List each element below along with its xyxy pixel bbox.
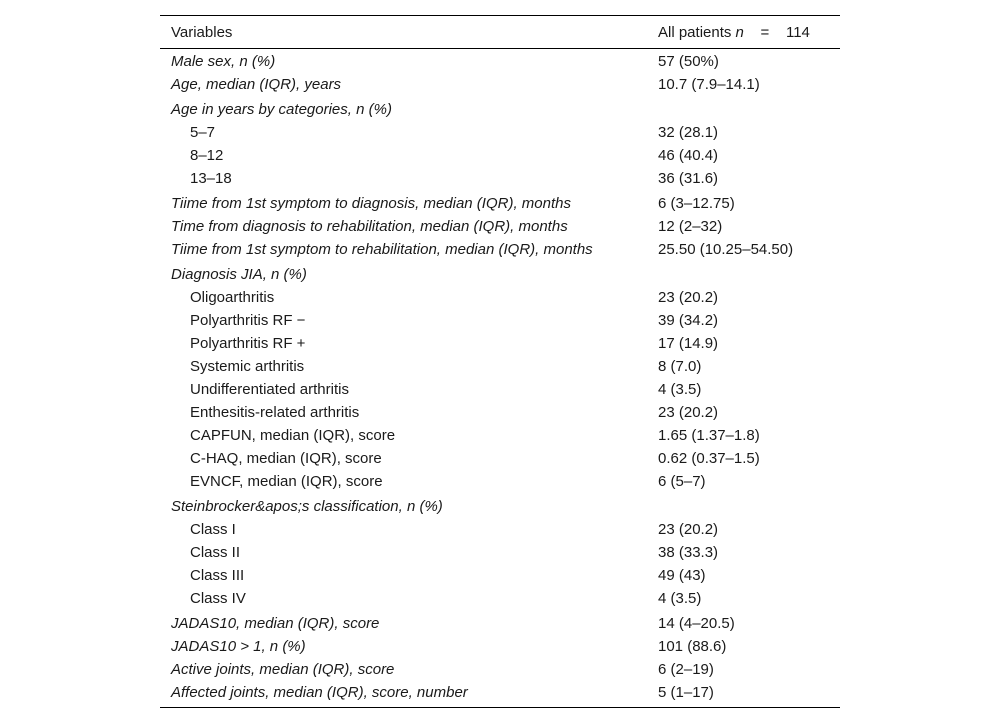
row-value: 6 (5–7) [658,473,706,490]
table-row [160,98,840,121]
table-row [160,192,840,215]
table-row [160,612,840,635]
row-value: 46 (40.4) [658,147,719,164]
row-value: 4 (3.5) [658,590,702,607]
row-value: 10.7 (7.9–14.1) [658,76,760,93]
table-row [160,309,840,332]
table-row [160,401,840,424]
row-label: C-HAQ, median (IQR), score [190,450,382,467]
row-label: Male sex, n (%) [171,53,276,70]
table-row [160,73,840,96]
row-value: 101 (88.6) [658,638,727,655]
row-value: 5 (1–17) [658,684,714,701]
row-value: 38 (33.3) [658,544,719,561]
table-row [160,286,840,309]
row-label: Tiime from 1st symptom to rehabilitation, median (IQR), months [171,241,593,258]
row-value: 6 (2–19) [658,661,714,678]
bottom-rule [160,707,840,708]
patient-characteristics-table [160,15,840,708]
table-header [160,16,840,48]
header-count: = 114 [743,23,810,41]
table-row [160,332,840,355]
row-label: EVNCF, median (IQR), score [190,473,383,490]
table-row [160,355,840,378]
row-value: 39 (34.2) [658,312,719,329]
table-row [160,215,840,238]
row-label: Class III [190,567,245,584]
row-label: Class I [190,521,236,538]
row-value: 23 (20.2) [658,404,719,421]
row-value: 0.62 (0.37–1.5) [658,450,760,467]
row-label: Age, median (IQR), years [171,76,342,93]
row-value: 32 (28.1) [658,124,719,141]
row-label: Age in years by categories, n (%) [171,101,392,118]
header-all-patients-prefix: All patients [658,23,736,41]
row-label: Class IV [190,590,246,607]
row-value: 14 (4–20.5) [658,615,735,632]
table-row [160,635,840,658]
row-label: Steinbrocker&apos;s classification, n (%) [171,498,443,515]
row-value: 1.65 (1.37–1.8) [658,427,760,444]
table-row [160,681,840,704]
table-row [160,587,840,610]
table-row [160,378,840,401]
row-value: 12 (2–32) [658,218,723,235]
row-label: Time from diagnosis to rehabilitation, median (IQR), months [171,218,568,235]
row-value: 23 (20.2) [658,289,719,306]
table-row [160,121,840,144]
row-label: 13–18 [190,170,232,187]
row-label: CAPFUN, median (IQR), score [190,427,396,444]
header-variables: Variables [171,23,233,41]
row-label: JADAS10 > 1, n (%) [171,638,306,655]
table-row [160,263,840,286]
row-label: Affected joints, median (IQR), score, number [171,684,468,701]
row-label: JADAS10, median (IQR), score [171,615,380,632]
row-label: Tiime from 1st symptom to diagnosis, median (IQR), months [171,195,571,212]
table-row [160,424,840,447]
row-label: Polyarthritis RF + [190,335,306,352]
table-row [160,518,840,541]
table-row [160,238,840,261]
row-label: Systemic arthritis [190,358,305,375]
row-label: Active joints, median (IQR), score [171,661,395,678]
table-row [160,470,840,493]
row-label: Polyarthritis RF − [190,312,306,329]
table-row [160,564,840,587]
table-row [160,447,840,470]
table-row [160,50,840,73]
row-value: 4 (3.5) [658,381,702,398]
table-body [160,49,840,707]
row-value: 6 (3–12.75) [658,195,735,212]
row-value: 49 (43) [658,567,706,584]
row-label: Diagnosis JIA, n (%) [171,266,307,283]
row-value: 57 (50%) [658,53,719,70]
row-label: Enthesitis-related arthritis [190,404,360,421]
table-row [160,541,840,564]
row-value: 17 (14.9) [658,335,719,352]
header-all-patients [658,24,840,41]
row-label: 8–12 [190,147,224,164]
row-label: Undifferentiated arthritis [190,381,349,398]
row-value: 36 (31.6) [658,170,719,187]
row-value: 23 (20.2) [658,521,719,538]
row-label: Class II [190,544,241,561]
table-row [160,658,840,681]
row-label: 5–7 [190,124,216,141]
table-row [160,144,840,167]
row-value: 8 (7.0) [658,358,702,375]
row-label: Oligoarthritis [190,289,275,306]
table-row [160,167,840,190]
header-n: n [735,23,744,41]
table-row [160,495,840,518]
row-value: 25.50 (10.25–54.50) [658,241,794,258]
